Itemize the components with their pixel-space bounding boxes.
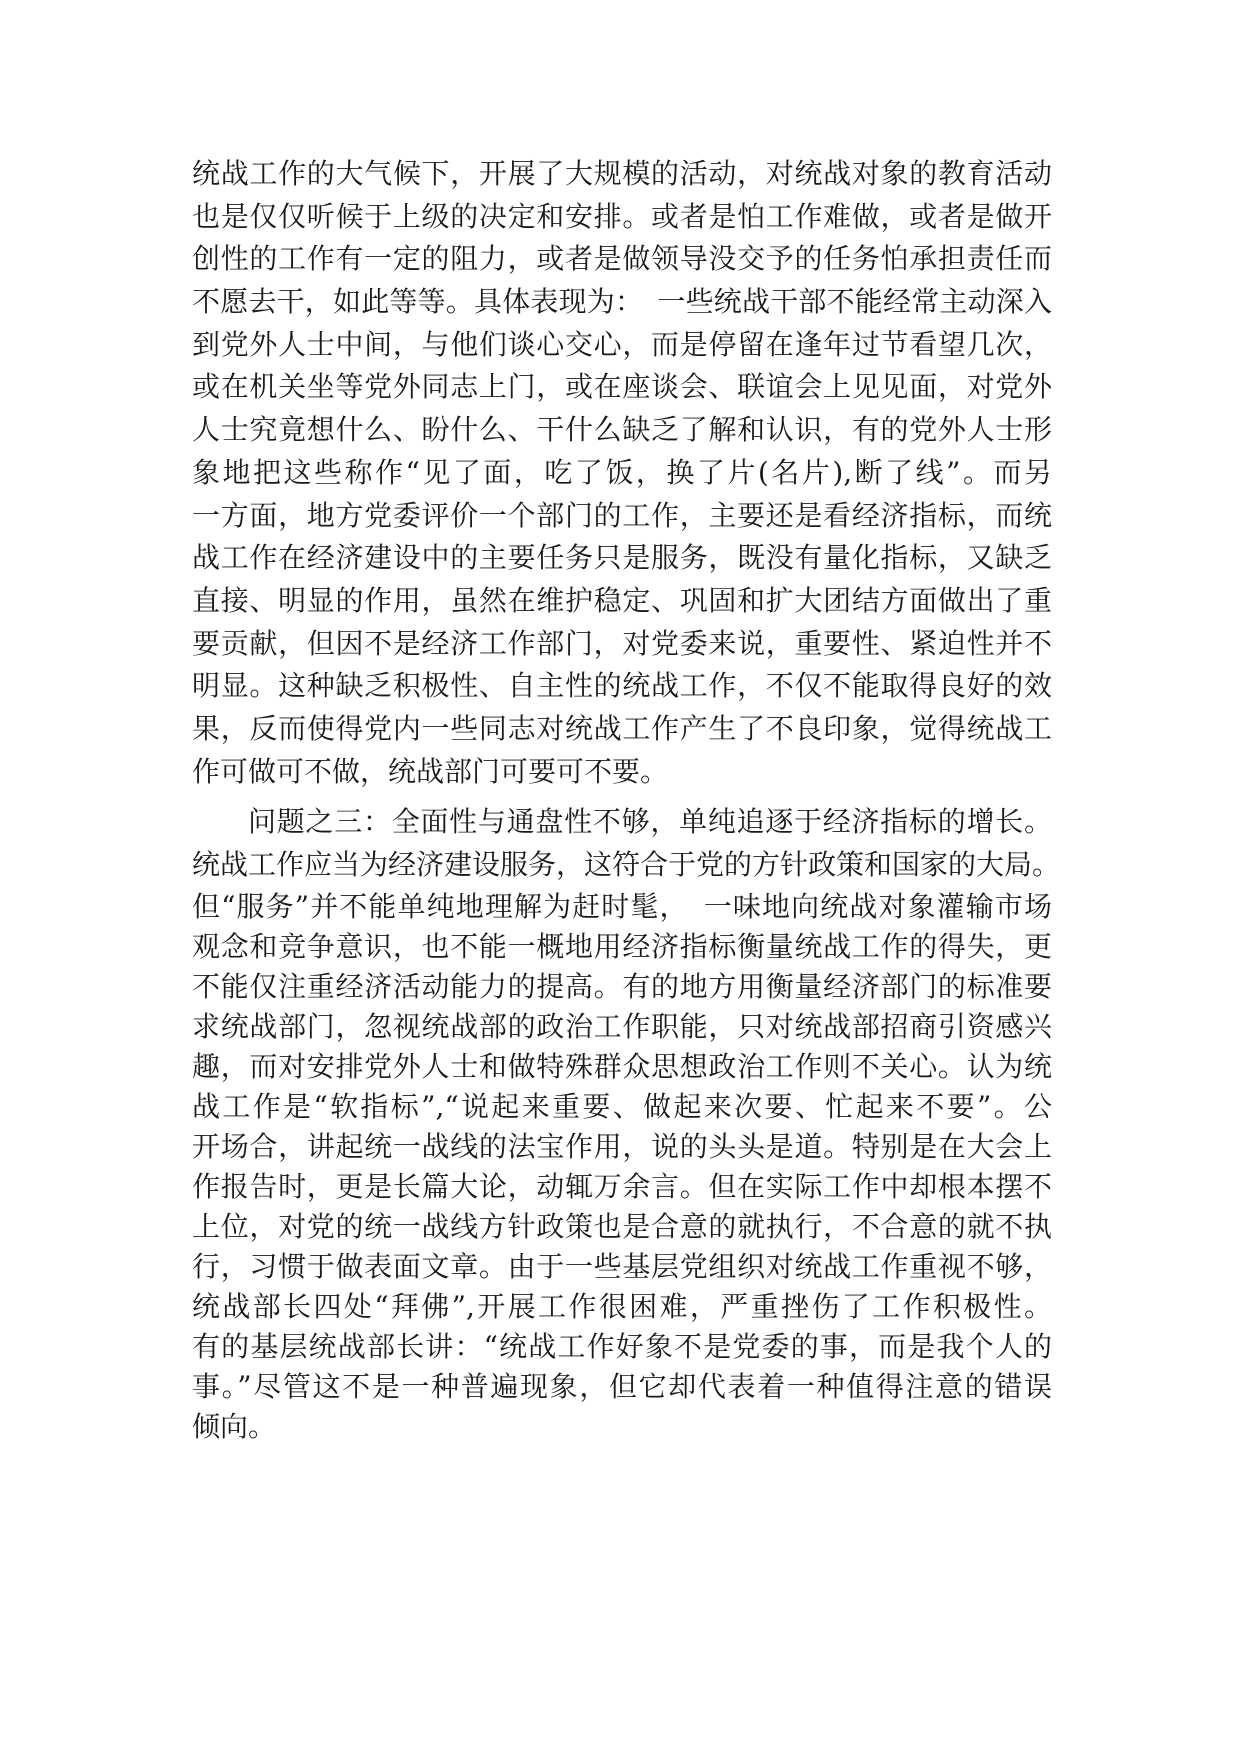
text-line: 作可做可不做，统战部门可要可不要。 xyxy=(192,754,669,788)
text-line: 行，习惯于做表面文章。由于一些基层党组织对统战工作重视不够， xyxy=(192,1249,1052,1283)
text-line: 到党外人士中间，与他们谈心交心，而是停留在逢年过节看望几次， xyxy=(192,327,1052,361)
text-line: 开场合，讲起统一战线的法宝作用，说的头头是道。特别是在大会上 xyxy=(192,1129,1052,1163)
text-line: 人士究竟想什么、盼什么、干什么缺乏了解和认识，有的党外人士形 xyxy=(192,413,1052,447)
text-line: 创性的工作有一定的阻力，或者是做领导没交予的任务怕承担责任而 xyxy=(192,242,1052,276)
text-line: 或在机关坐等党外同志上门，或在座谈会、联谊会上见见面，对党外 xyxy=(192,370,1052,404)
text-line: 有的基层统战部长讲：“统战工作好象不是党委的事，而是我个人的 xyxy=(192,1329,1052,1363)
text-line: 上位，对党的统一战线方针政策也是合意的就执行，不合意的就不执 xyxy=(192,1209,1052,1243)
text-line: 不愿去干，如此等等。具体表现为： 一些统战干部不能经常主动深入 xyxy=(192,285,1052,319)
text-line: 但“服务”并不能单纯地理解为赶时髦， 一味地向统战对象灌输市场 xyxy=(192,889,1052,923)
text-line: 倾向。 xyxy=(192,1409,277,1443)
text-line: 趣，而对安排党外人士和做特殊群众思想政治工作则不关心。认为统 xyxy=(192,1049,1052,1083)
text-line: 也是仅仅听候于上级的决定和安排。或者是怕工作难做，或者是做开 xyxy=(192,199,1052,233)
text-line: 直接、明显的作用，虽然在维护稳定、巩固和扩大团结方面做出了重 xyxy=(192,583,1052,617)
text-line: 明显。这种缺乏积极性、自主性的统战工作，不仅不能取得良好的效 xyxy=(192,669,1052,703)
paragraph-2 xyxy=(192,801,1061,1446)
text-line: 果，反而使得党内一些同志对统战工作产生了不良印象，觉得统战工 xyxy=(192,711,1052,745)
text-line: 事。”尽管这不是一种普遍现象，但它却代表着一种值得注意的错误 xyxy=(192,1369,1052,1403)
text-line: 战工作在经济建设中的主要任务只是服务，既没有量化指标，又缺乏 xyxy=(192,541,1052,575)
text-line: 象地把这些称作“见了面，吃了饭，换了片(名片),断了线”。而另 xyxy=(192,455,1052,489)
text-line: 统战工作应当为经济建设服务，这符合于党的方针政策和国家的大局。 xyxy=(192,848,1061,881)
document-body xyxy=(192,153,1061,1447)
text-line: 统战部长四处“拜佛”,开展工作很困难，严重挫伤了工作积极性。 xyxy=(192,1289,1052,1323)
text-line: 一方面，地方党委评价一个部门的工作，主要还是看经济指标，而统 xyxy=(192,498,1052,532)
text-line: 要贡献，但因不是经济工作部门，对党委来说，重要性、紧迫性并不 xyxy=(192,626,1052,660)
text-line: 统战工作的大气候下，开展了大规模的活动，对统战对象的教育活动 xyxy=(192,157,1052,190)
paragraph-1 xyxy=(192,153,1052,793)
text-line: 求统战部门，忽视统战部的政治工作职能，只对统战部招商引资感兴 xyxy=(192,1009,1052,1043)
text-line: 问题之三：全面性与通盘性不够，单纯追逐于经济指标的增长。 xyxy=(248,805,1052,839)
text-line: 不能仅注重经济活动能力的提高。有的地方用衡量经济部门的标准要 xyxy=(192,969,1052,1003)
text-line: 观念和竞争意识，也不能一概地用经济指标衡量统战工作的得失，更 xyxy=(192,929,1052,963)
text-line: 作报告时，更是长篇大论，动辄万余言。但在实际工作中却根本摆不 xyxy=(192,1169,1052,1203)
text-line: 战工作是“软指标”,“说起来重要、做起来次要、忙起来不要”。公 xyxy=(192,1089,1052,1123)
